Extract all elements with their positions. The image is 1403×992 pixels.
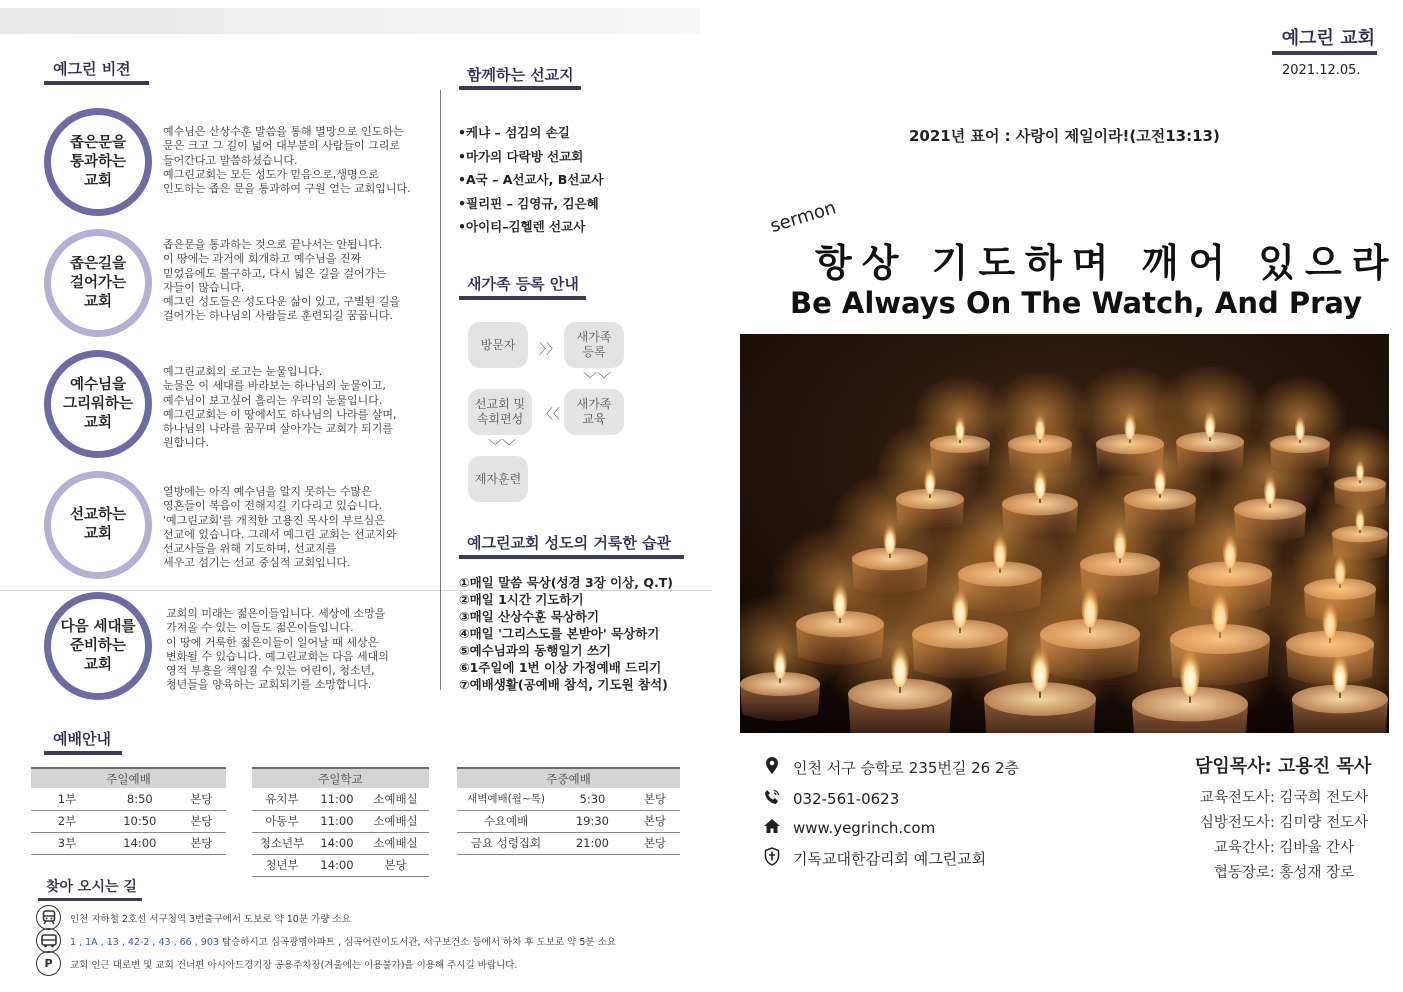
subway-icon xyxy=(36,905,61,930)
bus-numbers: 1 , 1A , 13 , 42-2 , 43 , 66 , 903 xyxy=(70,936,219,948)
missionary-item: •케냐 – 섬김의 손길 xyxy=(458,125,570,140)
vision-text-1: 예수님은 산상수훈 말씀을 통해 멸망으로 인도하는 문은 크고 그 길이 넓어 대부분의 사람들이 그리로 들어간다고 말씀하셨습니다. 예그린교회는 모든 성도가 믿음으로,생명으로 인도하는 좁은 문을 통과하여 구원 얻는 교회입니다. xyxy=(163,125,411,196)
table-row: 2부 10:50 본당 xyxy=(31,810,226,832)
habits-title-bar xyxy=(459,555,684,559)
phone-link[interactable]: 032-561-0623 xyxy=(793,790,900,808)
candle xyxy=(1097,571,1283,733)
address-row xyxy=(762,756,1019,779)
weekday-worship-table xyxy=(457,767,680,855)
directions-subway xyxy=(36,905,351,930)
vision-title-bar xyxy=(44,81,149,85)
top-shade xyxy=(0,8,700,34)
flow-arrow-down: ﹀﹀ xyxy=(583,372,611,388)
directions-title-bar xyxy=(38,898,142,901)
flow-arrow-down: ﹀﹀ xyxy=(488,439,516,455)
vision-circle-1: 좁은문을 통과하는 교회 xyxy=(44,108,152,216)
home-icon xyxy=(762,818,782,838)
church-name-bar xyxy=(1272,51,1377,55)
habit-item: ②매일 1시간 기도하기 xyxy=(459,592,584,607)
address-text: 인천 서구 승학로 235번길 26 2층 xyxy=(793,759,1020,777)
church-name: 예그린 교회 xyxy=(1281,28,1375,49)
newcomer-title: 새가족 등록 안내 xyxy=(467,275,579,293)
flow-step-visitor: 방문자 xyxy=(468,322,528,368)
habits-list xyxy=(459,574,673,693)
staff-list xyxy=(1196,786,1372,886)
senior-pastor: 담임목사: 고용진 목사 xyxy=(1195,756,1372,777)
table-header: 주일예배 xyxy=(31,768,226,788)
table-row: 새벽예배(월~목) 5:30 본당 xyxy=(457,788,680,810)
phone-icon xyxy=(762,788,782,810)
sermon-title-korean: 항상 기도하며 깨어 있으라 xyxy=(815,241,1399,285)
bus-icon xyxy=(36,928,61,953)
vision-text-4: 열방에는 아직 예수님을 알지 못하는 수많은 영혼들이 복음이 전해지길 기다리고 있습니다. '예그린교회'를 개척한 고용진 목사의 부르심은 선교에 있습니다. 그래서 예그린 교회는 선교지와 선교사들을 위해 기도하며, 선교지를 세우고 섬기는 선교 중심적 교회입니다. xyxy=(163,485,397,570)
missionary-item: •A국 – A선교사, B선교사 xyxy=(458,172,604,187)
flow-step-group: 선교회 및 속회편성 xyxy=(468,389,532,435)
sermon-label: sermon xyxy=(767,197,839,237)
table-row: 유치부 11:00 소예배실 xyxy=(252,788,429,810)
vision-title: 예그린 비젼 xyxy=(53,60,131,78)
candles-photo xyxy=(740,334,1389,733)
staff-item: 협동장로: 홍성재 장로 xyxy=(1213,865,1355,881)
habit-item: ④매일 '그리스도를 본받아' 묵상하기 xyxy=(459,626,660,641)
phone-row xyxy=(762,788,899,810)
habit-item: ⑤예수님과의 동행일기 쓰기 xyxy=(459,643,612,658)
sunday-worship-table xyxy=(31,767,226,855)
missionary-item: •아이티–김헬렌 선교사 xyxy=(458,219,586,234)
directions-title: 찾아 오시는 길 xyxy=(46,879,137,895)
flow-step-discipleship: 제자훈련 xyxy=(468,456,528,502)
missionary-item: •마가의 다락방 선교회 xyxy=(458,148,584,164)
web-row xyxy=(762,818,935,838)
parking-icon: P xyxy=(36,951,61,976)
vision-text-3: 예그린교회의 로고는 눈물입니다. 눈물은 이 세대를 바라보는 하나님의 눈물이고, 예수님이 보고싶어 흘리는 우리의 눈물입니다. 예그린교회는 이 땅에서도 하나님의 나라를 살며, 하나님의 나라를 꿈꾸며 살아가는 교회가 되기를 원합니다. xyxy=(163,365,397,450)
candles-image xyxy=(740,334,1389,733)
bus-text xyxy=(70,934,616,948)
divider-vertical xyxy=(440,90,441,690)
bus-instructions: 탑승하시고 심곡광명아파트 , 심곡어린이도서관, 서구보건소 등에서 하차 후 도보로 약 5분 소요 xyxy=(218,936,616,948)
staff-item: 심방전도사: 김미량 전도사 xyxy=(1199,815,1369,831)
directions-parking xyxy=(36,951,517,976)
flow-step-education: 새가족 교육 xyxy=(564,389,624,435)
missionaries-title: 함께하는 선교지 xyxy=(467,66,574,84)
table-row: 금요 성령집회 21:00 본당 xyxy=(457,832,680,854)
directions-bus xyxy=(36,928,616,953)
table-row: 수요예배 19:30 본당 xyxy=(457,810,680,832)
table-header: 주중예배 xyxy=(457,768,680,788)
parking-text: 교회 인근 대로변 및 교회 건너편 아시아드경기장 공용주차장(겨울에는 이용불가)을 이용해 주시길 바랍니다. xyxy=(70,959,518,971)
vision-text-2: 좁은문을 통과하는 것으로 끝나서는 안됩니다. 이 땅에는 과거에 회개하고 예수님을 진짜 믿었음에도 불구하고, 다시 넓은 길을 걸어가는 자들이 많습니다. 예그린 성도들은 성도다운 삶이 있고, 구별된 길을 걸어가는 하나님의 사람들로 훈련되길 꿈꿉니다. xyxy=(163,238,400,323)
flow-arrow-left: 〈〈 xyxy=(539,407,560,423)
year-motto: 2021년 표어 : 사랑이 제일이라!(고전13:13) xyxy=(909,127,1220,145)
habit-item: ⑥1주일에 1번 이상 가정예배 드리기 xyxy=(459,660,662,675)
worship-title: 예배안내 xyxy=(53,730,111,748)
staff-item: 교육전도사: 김국희 전도사 xyxy=(1199,790,1369,806)
vision-text-5: 교회의 미래는 젊은이들입니다. 세상에 소망을 가져올 수 있는 이들도 젊은이들입니다. 이 땅에 거룩한 젊은이들이 일어날 때 세상은 변화될 수 있습니다. 예그린교회는 다음 세대의 영적 부흥을 책임질 수 있는 어린이, 청소년, 청년들을 양육하는 교회되기를 소망합니다. xyxy=(166,607,389,692)
subway-text: 인천 지하철 2호선 서구청역 3번출구에서 도보로 약 10분 가량 소요 xyxy=(70,913,351,925)
staff-item: 교육간사: 김바울 간사 xyxy=(1213,840,1355,856)
flow-arrow-right: 〉〉 xyxy=(539,342,560,358)
habits-title: 예그린교회 성도의 거룩한 습관 xyxy=(467,534,672,552)
habit-item: ①매일 말씀 묵상(성경 3장 이상, Q.T) xyxy=(459,575,673,590)
bulletin-date: 2021.12.05. xyxy=(1282,63,1361,78)
denomination-row xyxy=(762,847,986,870)
missionaries-list xyxy=(458,121,603,239)
table-row: 1부 8:50 본당 xyxy=(31,788,226,810)
table-row: 아동부 11:00 소예배실 xyxy=(252,810,429,832)
table-row: 청년부 14:00 본당 xyxy=(252,854,429,876)
vision-circle-2: 좁은길을 걸어가는 교회 xyxy=(44,229,152,337)
table-row: 3부 14:00 본당 xyxy=(31,832,226,854)
missionaries-title-bar xyxy=(459,86,581,90)
worship-title-bar xyxy=(44,751,122,755)
website-link[interactable]: www.yegrinch.com xyxy=(793,819,936,837)
table-row: 청소년부 14:00 소예배실 xyxy=(252,832,429,854)
location-pin-icon xyxy=(762,756,782,779)
table-header: 주일학교 xyxy=(252,768,429,788)
vision-circle-5: 다음 세대를 준비하는 교회 xyxy=(44,592,152,700)
missionary-item: •필리핀 – 김영규, 김은혜 xyxy=(458,195,599,211)
vision-circle-4: 선교하는 교회 xyxy=(44,471,152,579)
sermon-title-english: Be Always On The Watch, And Pray xyxy=(790,286,1362,320)
habit-item: ③매일 산상수훈 묵상하기 xyxy=(459,609,600,624)
sunday-school-table xyxy=(252,767,429,877)
denomination-text: 기독교대한감리회 예그린교회 xyxy=(793,850,987,868)
vision-circle-3: 예수님을 그리워하는 교회 xyxy=(44,350,152,458)
flow-step-register: 새가족 등록 xyxy=(564,322,624,368)
newcomer-title-bar xyxy=(459,296,586,300)
habit-item: ⑦예배생활(공예배 참석, 기도원 참석) xyxy=(459,677,668,692)
shield-cross-icon xyxy=(762,847,782,870)
